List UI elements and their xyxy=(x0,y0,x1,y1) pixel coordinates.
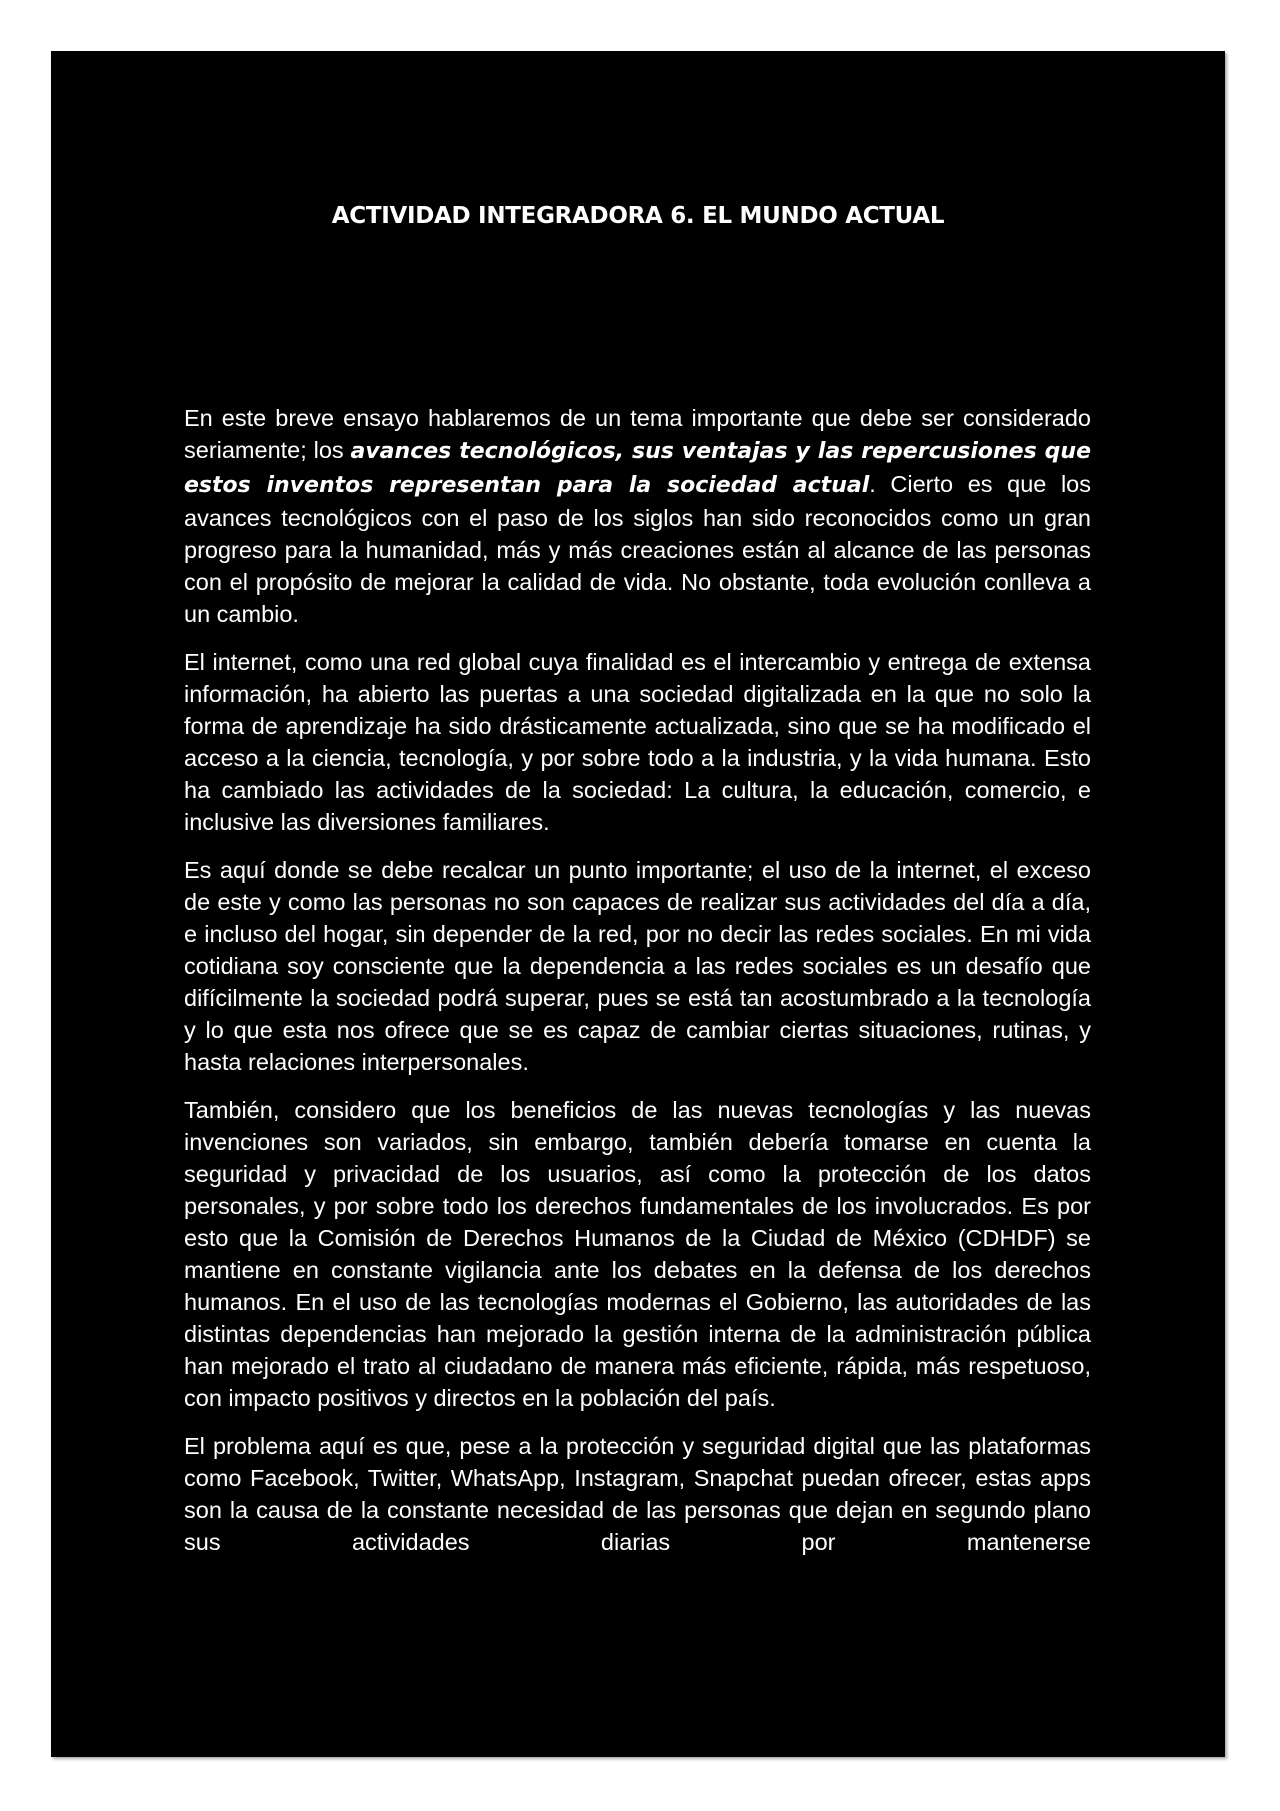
document-title: ACTIVIDAD INTEGRADORA 6. EL MUNDO ACTUAL xyxy=(331,203,945,229)
paragraph-3: Es aquí donde se debe recalcar un punto importante; el uso de la internet, el exceso de este y como las personas no son capaces de realizar sus actividades del día a día, e incluso del hogar, sin depender de la red, por no decir las redes sociales. En mi vida cotidiana soy consciente que la dependencia a las redes sociales es un desafío que difícilmente la sociedad podrá superar, pues se está tan acostumbrado a la tecnología y lo que esta nos ofrece que se es capaz de cambiar ciertas situaciones, rutinas, y hasta relaciones interpersonales. xyxy=(184,857,1091,1075)
paragraph-5: El problema aquí es que, pese a la protección y seguridad digital que las plataformas como Facebook, Twitter, WhatsApp, Instagram, Snapchat puedan ofrecer, estas apps son la causa de la constante necesidad de las personas que dejan en segundo plano sus actividades diarias por mantenerse xyxy=(184,1433,1091,1555)
paragraph-2: El internet, como una red global cuya finalidad es el intercambio y entrega de extensa información, ha abierto las puertas a una sociedad digitalizada en la que no solo la forma de aprendizaje ha sido drásticamente actualizada, sino que se ha modificado el acceso a la ciencia, tecnología, y por sobre todo a la industria, y la vida humana. Esto ha cambiado las actividades de la sociedad: La cultura, la educación, comercio, e inclusive las diversiones familiares. xyxy=(184,649,1091,835)
paragraph-1-intro: En este breve ensayo hablaremos de un tema importante que debe ser considerado seriamente; los xyxy=(184,405,1091,463)
paragraph-4: También, considero que los beneficios de las nuevas tecnologías y las nuevas invenciones son variados, sin embargo, también debería tomarse en cuenta la seguridad y privacidad de los usuarios, así como la protección de los datos personales, y por sobre todo los derechos fundamentales de los involucrados. Es por esto que la Comisión de Derechos Humanos de la Ciudad de México (CDHDF) se mantiene en constante vigilancia ante los debates en la defensa de los derechos humanos. En el uso de las tecnologías modernas el Gobierno, las autoridades de las distintas dependencias han mejorado la gestión interna de la administración pública han mejorado el trato al ciudadano de manera más eficiente, rápida, más respetuoso, con impacto positivos y directos en la población del país. xyxy=(184,1097,1091,1411)
paragraph-1-emphasis: avances tecnológicos, sus ventajas y las repercusiones que estos inventos representan para la sociedad actual xyxy=(184,439,1091,498)
paragraph-1-rest: . Cierto es que los avances tecnológicos con el paso de los siglos han sido reconocidos como un gran progreso para la humanidad, más y más creaciones están al alcance de las personas con el propósito de mejorar la calidad de vida. No obstante, toda evolución conlleva a un cambio. xyxy=(184,471,1091,627)
document-page xyxy=(51,51,1225,1757)
document-body xyxy=(184,402,1091,1574)
paragraph-1 xyxy=(184,402,1091,630)
